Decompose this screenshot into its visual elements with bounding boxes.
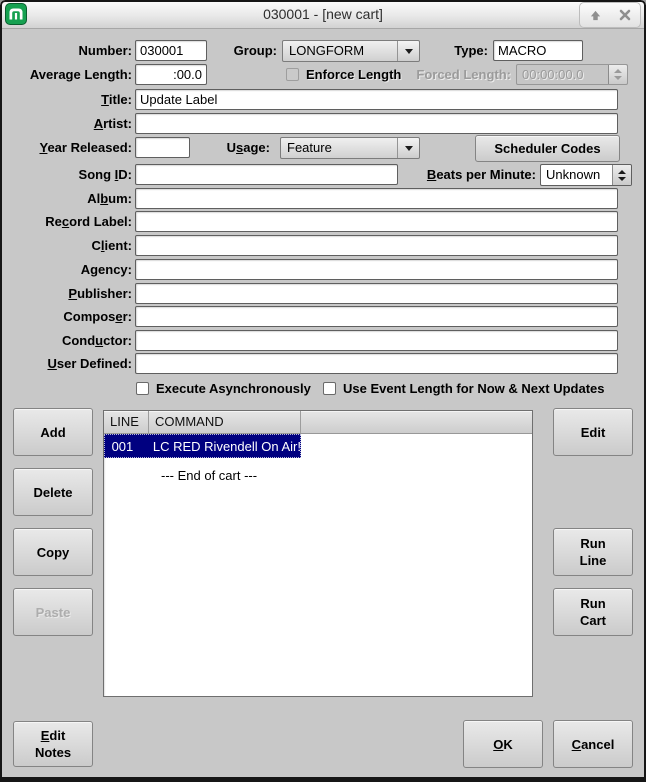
average-length-label: Average Length:	[29, 67, 132, 82]
forced-length-spinner	[516, 64, 628, 85]
song-id-input[interactable]	[135, 164, 398, 185]
run-cart-button[interactable]: Run Cart	[553, 588, 633, 636]
macro-row-selected[interactable]	[104, 434, 301, 458]
usage-label: Usage:	[226, 140, 270, 155]
usage-dropdown[interactable]	[280, 137, 420, 159]
edit-button[interactable]: Edit	[553, 408, 633, 456]
album-input[interactable]	[135, 188, 618, 209]
spinner-arrows-icon[interactable]	[612, 165, 631, 185]
publisher-label: Publisher:	[68, 286, 132, 301]
column-header-command[interactable]: COMMAND	[149, 411, 301, 433]
title-input[interactable]	[135, 89, 618, 110]
add-button[interactable]: Add	[13, 408, 93, 456]
year-released-label: Year Released:	[39, 140, 132, 155]
title-label: Title:	[101, 92, 132, 107]
usage-value: Feature	[287, 140, 332, 155]
user-defined-label: User Defined:	[47, 356, 132, 371]
window-controls	[579, 2, 641, 28]
macro-row-end-of-cart[interactable]	[104, 463, 532, 487]
macro-command: LC RED Rivendell On Air!	[152, 438, 301, 454]
group-dropdown[interactable]	[282, 40, 420, 62]
delete-button[interactable]: Delete	[13, 468, 93, 516]
type-input[interactable]	[493, 40, 583, 61]
copy-button[interactable]: Copy	[13, 528, 93, 576]
cancel-button[interactable]: Cancel	[553, 720, 633, 768]
column-header-filler	[301, 411, 532, 433]
number-label: Number:	[78, 43, 132, 58]
composer-label: Composer:	[63, 309, 132, 324]
window-title: 030001 - [new cart]	[263, 6, 383, 22]
paste-button: Paste	[13, 588, 93, 636]
conductor-input[interactable]	[135, 330, 618, 351]
use-event-length-checkbox[interactable]	[323, 382, 336, 395]
edit-notes-button[interactable]: Edit Notes	[13, 721, 93, 767]
composer-input[interactable]	[135, 306, 618, 327]
ok-button[interactable]: OK	[463, 720, 543, 768]
macro-command: --- End of cart ---	[161, 467, 258, 483]
client-label: Client:	[91, 238, 132, 253]
average-length-input[interactable]	[135, 64, 207, 85]
publisher-input[interactable]	[135, 283, 618, 304]
chevron-down-icon	[397, 138, 419, 158]
macro-list	[103, 410, 533, 697]
agency-input[interactable]	[135, 259, 618, 280]
song-id-label: Song ID:	[78, 167, 132, 182]
album-label: Album:	[87, 191, 132, 206]
spinner-arrows-icon	[608, 65, 627, 84]
group-label: Group:	[233, 43, 277, 58]
record-label-label: Record Label:	[45, 214, 132, 229]
use-event-length-label: Use Event Length for Now & Next Updates	[343, 381, 605, 396]
close-button[interactable]	[610, 3, 640, 27]
column-header-line[interactable]: LINE	[104, 411, 149, 433]
bpm-value: Unknown	[546, 167, 601, 182]
maximize-button[interactable]	[580, 3, 610, 27]
forced-length-label: Forced Length:	[416, 67, 511, 82]
group-value: LONGFORM	[289, 43, 365, 58]
execute-async-label: Execute Asynchronously	[156, 381, 311, 396]
conductor-label: Conductor:	[61, 333, 132, 348]
agency-label: Agency:	[80, 262, 132, 277]
bpm-spinner[interactable]	[540, 164, 632, 186]
type-label: Type:	[454, 43, 488, 58]
run-line-button[interactable]: Run Line	[553, 528, 633, 576]
artist-label: Artist:	[93, 116, 132, 131]
enforce-length-label: Enforce Length	[306, 67, 402, 82]
macro-line-number: 001	[111, 438, 134, 454]
forced-length-value: 00:00:00.0	[522, 67, 584, 82]
title-bar[interactable]	[0, 0, 646, 29]
user-defined-input[interactable]	[135, 353, 618, 374]
execute-async-checkbox[interactable]	[136, 382, 149, 395]
client-input[interactable]	[135, 235, 618, 256]
scheduler-codes-button[interactable]: Scheduler Codes	[475, 135, 620, 162]
macro-list-header	[104, 411, 532, 434]
enforce-length-checkbox	[286, 68, 299, 81]
artist-input[interactable]	[135, 113, 618, 134]
bpm-label: Beats per Minute:	[426, 167, 536, 182]
record-label-input[interactable]	[135, 211, 618, 232]
